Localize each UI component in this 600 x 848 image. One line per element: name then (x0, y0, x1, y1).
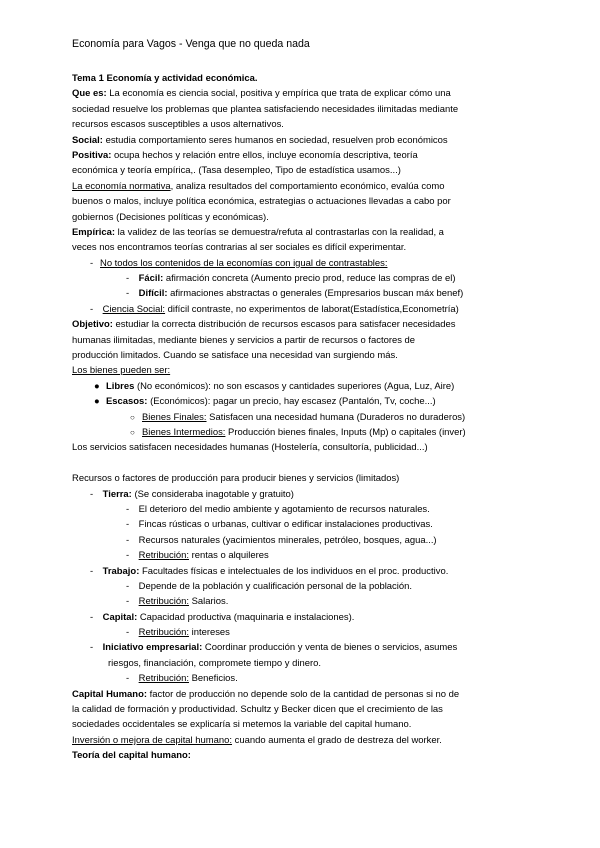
term-label: Empírica: (72, 226, 116, 238)
text-line: producción limitados. Cuando se satisface una necesidad van surgiendo más. (72, 350, 398, 362)
paragraph-capital-humano (72, 687, 540, 702)
term-label: Fácil: (138, 273, 164, 285)
text: El deterioro del medio ambiente y agotamiento de recursos naturales. (138, 503, 430, 515)
text: estudiar la correcta distribución de recursos escasos para satisfacer necesidades (112, 319, 456, 331)
text-line: sociedades occidentales se explicaría si metemos la variable del capital humano. (72, 719, 412, 731)
paragraph-empirica (72, 225, 540, 240)
text-line: recursos escasos susceptibles a usos alternativos. (72, 119, 284, 131)
list-item: - El deterioro del medio ambiente y agotamiento de recursos naturales. (126, 503, 430, 515)
bullet-icon: ● (94, 396, 100, 408)
text: Capacidad productiva (maquinaria e instalaciones). (137, 611, 355, 623)
text: ocupa hechos y relación entre ellos, incluye economía descriptiva, teoría (111, 149, 418, 161)
document-header: Economía para Vagos - Venga que no queda nada (72, 38, 310, 50)
text: rentas o alquileres (188, 550, 269, 562)
subheading-teoria: Teoría del capital humano: (72, 750, 191, 762)
text: Salarios. (188, 596, 229, 608)
list-item: - Retribución: Beneficios. (126, 673, 238, 685)
term-label: Iniciativo empresarial: (102, 642, 203, 654)
term-label: Retribución: (138, 673, 189, 685)
text: afirmaciones abstractas o generales (Empresarios buscan máx benef) (167, 288, 464, 300)
text-line: económica y teoría empírica,. (Tasa desempleo, Tipo de estadística usamos...) (72, 165, 401, 177)
sub-bullet-item (72, 410, 540, 425)
term-label: Capital: (102, 611, 138, 623)
list-item: - Difícil: afirmaciones abstractas o generales (Empresarios buscan máx benef) (126, 288, 464, 300)
text: la validez de las teorías se demuestra/refuta al contrastarlas con la realidad, a (115, 226, 444, 238)
text: cuando aumenta el grado de destreza del worker. (232, 734, 442, 746)
text: Fincas rústicas o urbanas, cultivar o edificar instalaciones productivas. (138, 519, 433, 531)
text: estudia comportamiento seres humanos en sociedad, resuelven prob económicos (102, 134, 448, 146)
term-label: Bienes Finales: (142, 411, 207, 423)
text: (Económicos): pagar un precio, hay escasez (Pantalón, Tv, coche...) (147, 396, 436, 408)
list-item: - Trabajo: Facultades físicas e intelectuales de los individuos en el proc. productivo. (90, 565, 449, 577)
text-line: humanas ilimitadas, mediante bienes y servicios a partir de recursos o factores de (72, 334, 416, 346)
circle-bullet-icon: ○ (130, 412, 135, 422)
term-label: Escasos: (106, 396, 148, 408)
term-label: Bienes Intermedios: (142, 426, 226, 438)
text-line: riesgos, financiación, compromete tiempo y dinero. (108, 657, 321, 669)
term-label: Retribución: (138, 627, 189, 639)
text: (No económicos): no son escasos y cantidades superiores (Agua, Luz, Aire) (134, 380, 455, 392)
text: Satisfacen una necesidad humana (Duraderos no duraderos) (206, 411, 466, 423)
list-item: - Retribución: rentas o alquileres (126, 550, 269, 562)
term-label: Libres (106, 380, 135, 392)
subheading-bienes: Los bienes pueden ser: (72, 365, 171, 377)
term-label: Retribución: (138, 596, 189, 608)
list-item: - Fácil: afirmación concreta (Aumento precio prod, reduce las compras de el) (126, 273, 456, 285)
list-item: - Depende de la población y cualificación personal de la población. (126, 580, 412, 592)
paragraph-objetivo (72, 317, 540, 332)
text: (Se consideraba inagotable y gratuito) (131, 488, 294, 500)
list-item: - Tierra: (Se consideraba inagotable y gratuito) (90, 488, 294, 500)
text-line: buenos o malos, incluye política económica, estrategias o actuaciones llevadas a cabo por (72, 196, 451, 208)
bullet-icon: ● (94, 380, 100, 392)
bullet-item (72, 394, 540, 409)
text: factor de producción no depende solo de la cantidad de personas si no de (146, 688, 460, 700)
list-item: - Capital: Capacidad productiva (maquinaria e instalaciones). (90, 611, 355, 623)
text-line: sociedad resuelve los problemas que plantea satisfaciendo necesidades ilimitadas mediante (72, 103, 459, 115)
text: afirmación concreta (Aumento precio prod, reduce las compras de el) (163, 273, 456, 285)
term-label: Social: (72, 134, 103, 146)
text: La economía es ciencia social, positiva y empírica que trata de explicar cómo una (106, 88, 451, 100)
text-line: veces nos encontramos teorías contrarias al ser sociales es difícil experimentar. (72, 242, 407, 254)
list-item: - Fincas rústicas o urbanas, cultivar o edificar instalaciones productivas. (126, 519, 433, 531)
term-label: Que es: (72, 88, 107, 100)
term-label: Inversión o mejora de capital humano: (72, 734, 233, 746)
text: Facultades físicas e intelectuales de los individuos en el proc. productivo. (139, 565, 449, 577)
term-label: Objetivo: (72, 319, 113, 331)
term-label: Positiva: (72, 149, 112, 161)
list-item-text: No todos los contenidos de la economías con igual de contrastables: (100, 257, 388, 269)
text: , analiza resultados del comportamiento económico, evalúa como (170, 180, 445, 192)
term-label: Difícil: (138, 288, 168, 300)
paragraph-social (72, 133, 540, 148)
term-label: Capital Humano: (72, 688, 147, 700)
section-title: Tema 1 Economía y actividad económica. (72, 73, 258, 84)
text: Beneficios. (188, 673, 238, 685)
paragraph-positiva (72, 148, 540, 163)
circle-bullet-icon: ○ (130, 427, 135, 437)
term-label: La economía normativa (72, 180, 171, 192)
bullet-item (72, 379, 540, 394)
text: Recursos naturales (yacimientos minerales, petróleo, bosques, agua...) (138, 534, 437, 546)
term-label: Trabajo: (102, 565, 140, 577)
text-line: Recursos o factores de producción para producir bienes y servicios (limitados) (72, 473, 400, 485)
list-item: - Retribución: Salarios. (126, 596, 229, 608)
sub-bullet-item (72, 425, 540, 440)
text-line: Los servicios satisfacen necesidades humanas (Hostelería, consultoría, publicidad...) (72, 442, 428, 454)
document-body (72, 71, 540, 764)
text: difícil contraste, no experimentos de laborat(Estadística,Econometría) (165, 303, 459, 315)
paragraph-que-es (72, 86, 540, 101)
list-item: - Recursos naturales (yacimientos minerales, petróleo, bosques, agua...) (126, 534, 437, 546)
list-item: - Ciencia Social: difícil contraste, no experimentos de laborat(Estadística,Econometría) (90, 303, 459, 315)
term-label: Ciencia Social: (102, 303, 166, 315)
text-line: gobiernos (Decisiones políticas y económicas). (72, 211, 269, 223)
term-label: Retribución: (138, 550, 189, 562)
list-item: - Iniciativo empresarial: Coordinar producción y venta de bienes o servicios, asumes (90, 642, 458, 654)
text: Producción bienes finales, Inputs (Mp) o capitales (inver) (225, 426, 466, 438)
paragraph-inversion (72, 733, 540, 748)
list-item: - Retribución: intereses (126, 627, 230, 639)
term-label: Tierra: (102, 488, 132, 500)
text-line: la calidad de formación y productividad. Schultz y Becker dicen que el crecimiento de las (72, 704, 443, 716)
text: Coordinar producción y venta de bienes o servicios, asumes (202, 642, 458, 654)
text: Depende de la población y cualificación personal de la población. (138, 580, 412, 592)
text: intereses (188, 627, 230, 639)
paragraph-normativa (72, 179, 540, 194)
list-item: - No todos los contenidos de la economías con igual de contrastables: (90, 257, 388, 269)
